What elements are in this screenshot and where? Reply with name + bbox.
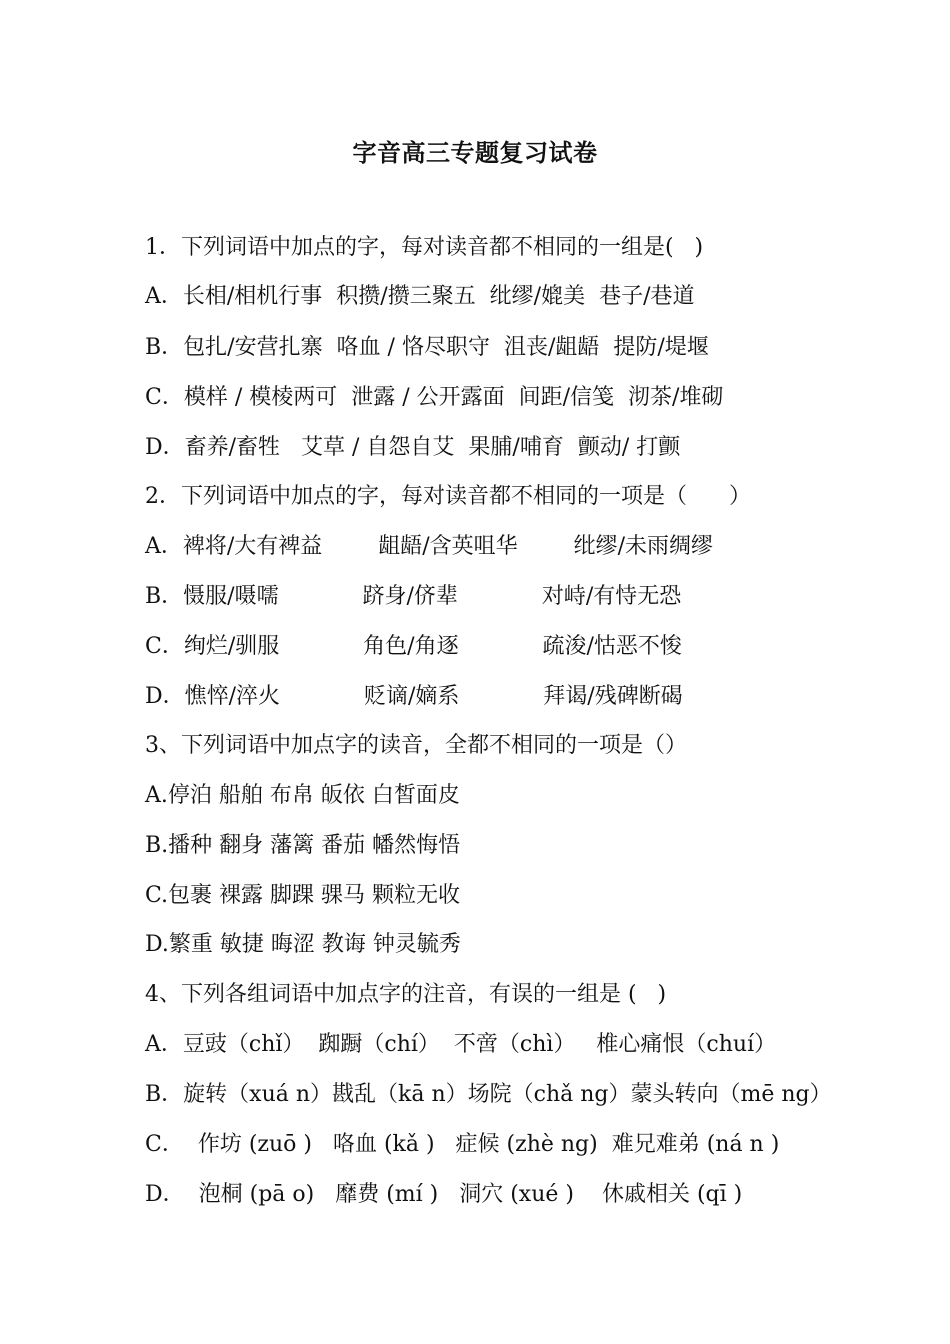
question-3-stem: 3、下列词语中加点字的读音，全都不相同的一项是（） <box>145 733 687 758</box>
question-2-option-c: C．绚烂/驯服 角色/角逐 疏浚/怙恶不悛 <box>145 634 682 659</box>
question-1-option-d: D．畜养/畜牲 艾草 / 自怨自艾 果脯/哺育 颤动/ 打颤 <box>145 435 681 460</box>
question-2-option-d: D．憔悴/淬火 贬谪/嫡系 拜谒/残碑断碣 <box>145 684 683 709</box>
question-3-option-a: A.停泊 船舶 布帛 皈依 白皙面皮 <box>145 783 460 808</box>
question-4-option-b: B．旋转（xuá n）戡乱（kā n）场院（chǎ ng）蒙头转向（mē ng） <box>145 1082 832 1107</box>
question-3-option-d: D.繁重 敏捷 晦涩 教诲 钟灵毓秀 <box>145 932 461 957</box>
question-3-option-b: B.播种 翻身 藩篱 番茄 幡然悔悟 <box>145 833 461 858</box>
question-4-stem: 4、下列各组词语中加点字的注音，有误的一组是 ( ) <box>145 982 667 1007</box>
question-4-option-c: C． 作坊 (zuō ) 咯血 (kǎ ) 症候 (zhè ng) 难兄难弟 (ná n ) <box>145 1132 780 1157</box>
question-3-option-c: C.包裹 裸露 脚踝 骒马 颗粒无收 <box>145 883 461 908</box>
question-1-option-a: A．长相/相机行事 积攒/攒三聚五 纰缪/媲美 巷子/巷道 <box>145 284 695 309</box>
question-4-option-d: D． 泡桐 (pā o) 靡费 (mí ) 洞穴 (xué ) 休戚相关 (qī ) <box>145 1182 743 1207</box>
question-4-option-a: A．豆豉（chǐ） 踟蹰（chí） 不啻（chì） 椎心痛恨（chuí） <box>145 1032 777 1057</box>
document-title: 字音高三专题复习试卷 <box>352 138 598 167</box>
question-2-stem: 2．下列词语中加点的字，每对读音都不相同的一项是（ ） <box>145 484 751 509</box>
question-1-option-b: B．包扎/安营扎寨 咯血 / 恪尽职守 沮丧/龃龉 提防/堤堰 <box>145 335 709 360</box>
question-2-option-b: B．慑服/嗫嚅 跻身/侪辈 对峙/有恃无恐 <box>145 584 682 609</box>
question-1-stem: 1．下列词语中加点的字，每对读音都不相同的一组是( ) <box>145 235 704 260</box>
question-2-option-a: A．裨将/大有裨益 龃龉/含英咀华 纰缪/未雨绸缪 <box>145 534 714 559</box>
question-1-option-c: C．模样 / 模棱两可 泄露 / 公开露面 间距/信笺 沏茶/堆砌 <box>145 385 724 410</box>
